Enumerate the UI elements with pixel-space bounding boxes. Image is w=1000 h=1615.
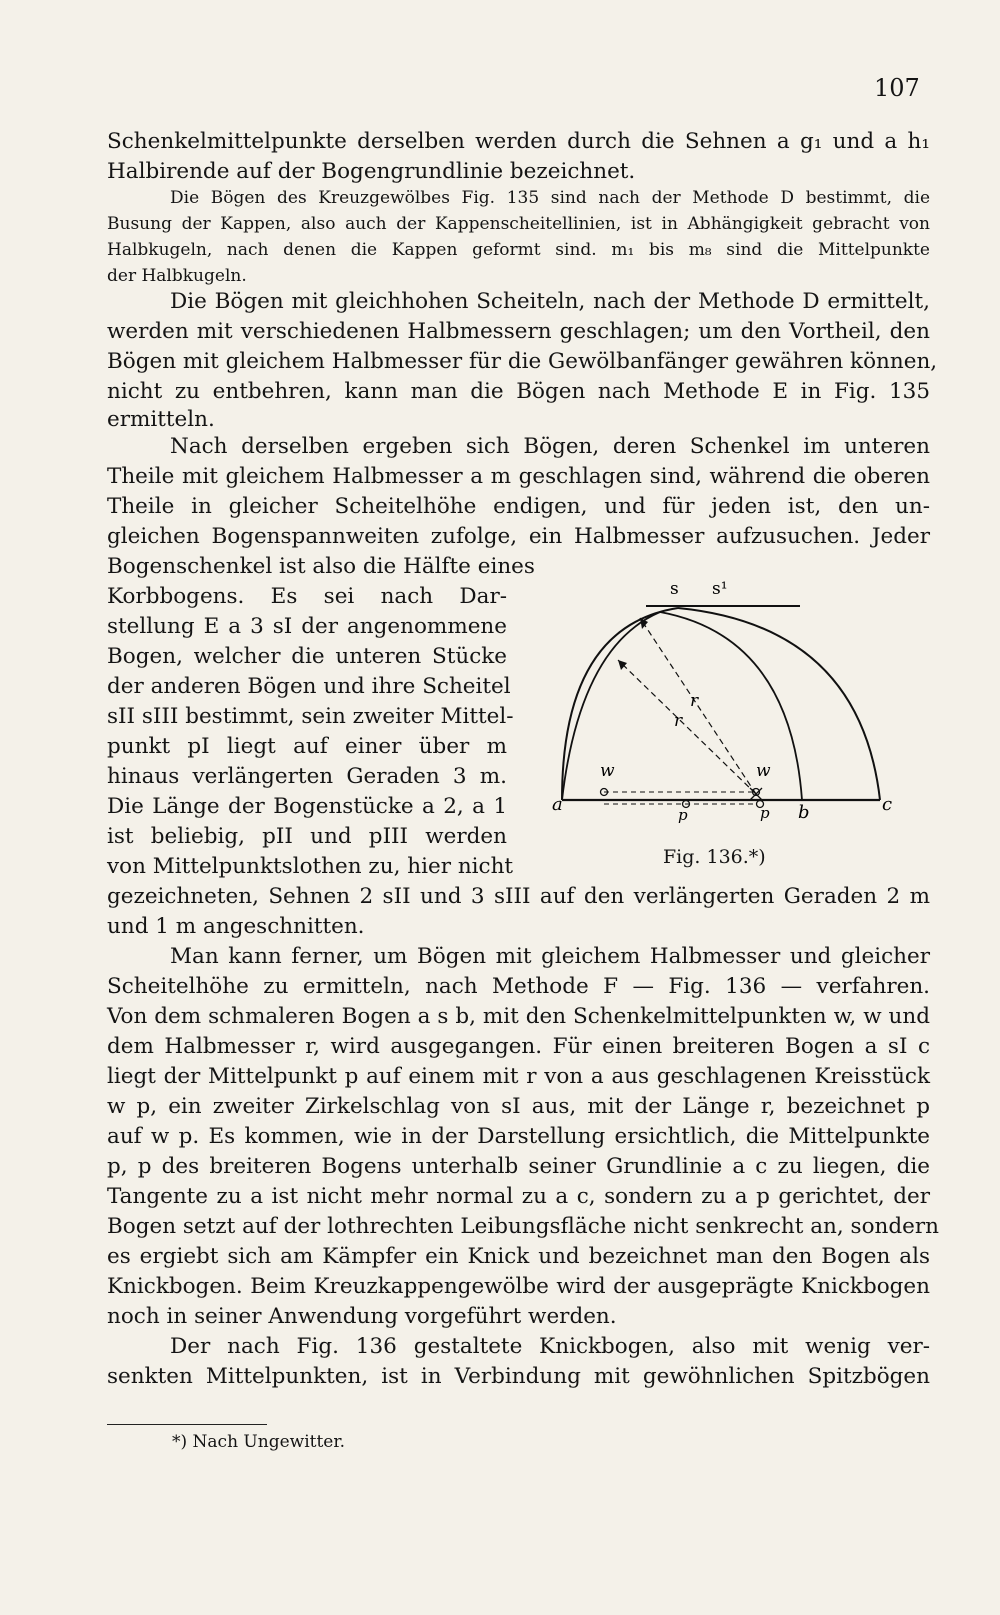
figure-136: [552, 579, 930, 876]
text-line: werden mit verschiedenen Halbmessern geschlagen; um den Vortheil, den: [107, 319, 930, 344]
text-line: Tangente zu a ist nicht mehr normal zu a c, sondern zu a p gerichtet, der: [107, 1184, 930, 1209]
center-mark: [750, 788, 762, 800]
text-line: Von dem schmaleren Bogen a s b, mit den Schenkelmittelpunkten w, w und: [107, 1004, 930, 1029]
text-line: ermitteln.: [107, 407, 215, 432]
text-line: punkt pI liegt auf einer über m: [107, 734, 507, 759]
text-line: Bogen setzt auf der lothrechten Leibungsfläche nicht senkrecht an, sondern: [107, 1214, 939, 1239]
text-line: Die Bögen mit gleichhohen Scheiteln, nach der Methode D ermittelt,: [170, 289, 930, 314]
text-line: Bogenschenkel ist also die Hälfte eines: [107, 554, 535, 579]
label-c: c: [882, 794, 893, 815]
text-line: Theile in gleicher Scheitelhöhe endigen, und für jeden ist, den un-: [107, 494, 930, 519]
label-b: b: [798, 802, 810, 823]
text-line: p, p des breiteren Bogens unterhalb seiner Grundlinie a c zu liegen, die: [107, 1154, 930, 1179]
text-line: Knickbogen. Beim Kreuzkappengewölbe wird der ausgeprägte Knickbogen: [107, 1274, 930, 1299]
text-line: der anderen Bögen und ihre Scheitel: [107, 674, 511, 699]
figure-caption: Fig. 136.*): [663, 846, 766, 868]
text-line: und 1 m angeschnitten.: [107, 914, 365, 939]
text-line: ist beliebig, pII und pIII werden: [107, 824, 507, 849]
arch-outer-left: [562, 608, 678, 800]
text-line: stellung E a 3 sI der angenommene: [107, 614, 507, 639]
text-line: w p, ein zweiter Zirkelschlag von sI aus, mit der Länge r, bezeichnet p: [107, 1094, 930, 1119]
arch-inner-right: [660, 612, 802, 800]
text-line: hinaus verlängerten Geraden 3 m.: [107, 764, 507, 789]
text-line: auf w p. Es kommen, wie in der Darstellung ersichtlich, die Mittelpunkte: [107, 1124, 930, 1149]
text-line: Bögen mit gleichem Halbmesser für die Gewölbanfänger gewähren können,: [107, 349, 938, 374]
label-p-2: p: [760, 804, 770, 822]
label-r-2: r: [674, 711, 683, 731]
text-line: nicht zu entbehren, kann man die Bögen nach Methode E in Fig. 135: [107, 379, 930, 404]
text-line: Der nach Fig. 136 gestaltete Knickbogen, also mit wenig ver-: [170, 1334, 930, 1359]
label-w-1: w: [600, 761, 615, 781]
text-line: sII sIII bestimmt, sein zweiter Mittel-: [107, 704, 514, 729]
label-s1: s¹: [712, 579, 728, 599]
text-line: liegt der Mittelpunkt p auf einem mit r von a aus geschlagenen Kreisstück: [107, 1064, 930, 1089]
text-line: Theile mit gleichem Halbmesser a m geschlagen sind, während die oberen: [107, 464, 930, 489]
text-line: Halbkugeln, nach denen die Kappen geformt sind. m₁ bis m₈ sind die Mittelpunkte: [107, 240, 930, 260]
label-w-2: w: [756, 761, 771, 781]
arrow-2: [618, 660, 627, 670]
radius-line-2: [618, 660, 756, 794]
footnote: *) Nach Ungewitter.: [172, 1432, 346, 1452]
text-line: von Mittelpunktslothen zu, hier nicht: [107, 854, 514, 879]
footnote-divider: [107, 1424, 267, 1425]
text-line: Busung der Kappen, also auch der Kappenscheitellinien, ist in Abhängigkeit gebracht von: [107, 214, 930, 234]
text-line: Die Bögen des Kreuzgewölbes Fig. 135 sind nach der Methode D bestimmt, die: [170, 188, 930, 208]
label-a: a: [552, 794, 563, 815]
label-p-1: p: [678, 806, 688, 824]
text-line: Schenkelmittelpunkte derselben werden durch die Sehnen a g₁ und a h₁: [107, 129, 930, 154]
text-line: der Halbkugeln.: [107, 266, 247, 286]
text-line: senkten Mittelpunkten, ist in Verbindung mit gewöhnlichen Spitzbögen: [107, 1364, 930, 1389]
text-line: Man kann ferner, um Bögen mit gleichem Halbmesser und gleicher: [170, 944, 930, 969]
text-line: Die Länge der Bogenstücke a 2, a 1: [107, 794, 507, 819]
text-line: Bogen, welcher die unteren Stücke: [107, 644, 507, 669]
text-line: Nach derselben ergeben sich Bögen, deren Schenkel im unteren: [170, 434, 930, 459]
text-line: Scheitelhöhe zu ermitteln, nach Methode F — Fig. 136 — verfahren.: [107, 974, 930, 999]
text-line: es ergiebt sich am Kämpfer ein Knick und bezeichnet man den Bogen als: [107, 1244, 930, 1269]
label-s: s: [670, 579, 679, 599]
text-line: Halbirende auf der Bogengrundlinie bezeichnet.: [107, 159, 636, 184]
text-line: gleichen Bogenspannweiten zufolge, ein Halbmesser aufzusuchen. Jeder: [107, 524, 930, 549]
page-number: 107: [874, 74, 920, 102]
text-line: noch in seiner Anwendung vorgeführt werden.: [107, 1304, 617, 1329]
label-r-1: r: [690, 691, 699, 711]
text-line: gezeichneten, Sehnen 2 sII und 3 sIII auf den verlängerten Geraden 2 m: [107, 884, 930, 909]
arch-diagram: [552, 579, 930, 876]
text-line: Korbbogens. Es sei nach Dar-: [107, 584, 507, 609]
text-line: dem Halbmesser r, wird ausgegangen. Für einen breiteren Bogen a sI c: [107, 1034, 930, 1059]
